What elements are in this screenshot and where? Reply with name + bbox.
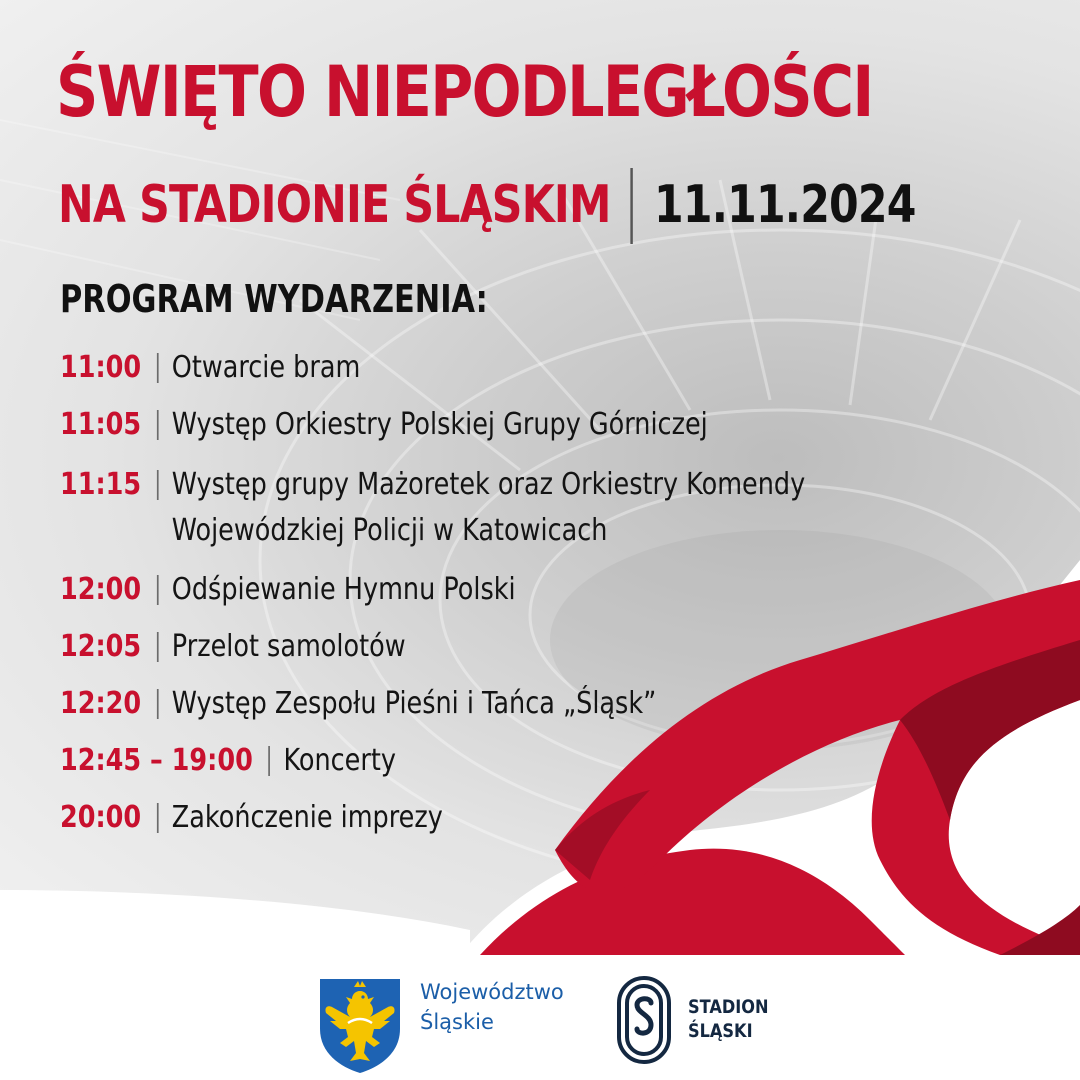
schedule-divider [156, 803, 158, 833]
schedule-time: 12:45 – 19:00 [60, 743, 253, 778]
schedule-time: 11:00 [60, 350, 142, 385]
schedule-event [172, 462, 805, 554]
schedule-divider [156, 353, 158, 383]
footer [0, 955, 1080, 1080]
schedule-divider [156, 689, 158, 719]
region-line1: Województwo [420, 980, 564, 1004]
schedule-time: 12:00 [60, 572, 142, 607]
schedule-event-line2: Wojewódzkiej Policji w Katowicach [171, 513, 608, 548]
schedule-item [60, 567, 516, 613]
schedule-item [60, 795, 443, 841]
region-line2: Śląskie [420, 1010, 494, 1034]
schedule-event: Otwarcie bram [171, 350, 361, 385]
program-heading: PROGRAM WYDARZENIA: [60, 277, 488, 321]
stadion-slaski-logo-icon [616, 975, 672, 1065]
schedule-time: 11:05 [60, 407, 142, 442]
schedule-event: Zakończenie imprezy [171, 800, 443, 835]
venue-text: NA STADIONIE ŚLĄSKIM [58, 175, 611, 236]
schedule-divider [156, 575, 158, 605]
stadium-line1: STADION [688, 996, 769, 1018]
schedule-item [60, 624, 406, 670]
schedule-item [60, 345, 360, 391]
schedule-divider [156, 470, 158, 500]
schedule-event: Występ Orkiestry Polskiej Grupy Górniczej [171, 407, 708, 442]
event-title: ŚWIĘTO NIEPODLEGŁOŚCI [56, 51, 873, 133]
schedule-divider [156, 410, 158, 440]
schedule-time: 12:05 [60, 629, 142, 664]
title-divider [630, 168, 632, 244]
schedule-time: 20:00 [60, 800, 142, 835]
silesia-coat-of-arms-icon [318, 977, 402, 1075]
stadium-line2: ŚLĄSKI [688, 1020, 753, 1042]
stadium-name [688, 995, 769, 1043]
schedule-item [60, 402, 708, 448]
schedule-item [60, 462, 805, 554]
schedule-event: Występ Zespołu Pieśni i Tańca „Śląsk” [171, 686, 657, 721]
schedule-item [60, 681, 656, 727]
event-date: 11.11.2024 [654, 175, 916, 236]
schedule-time: 12:20 [60, 686, 142, 721]
schedule-event: Koncerty [283, 743, 396, 778]
schedule-event-line1: Występ grupy Mażoretek oraz Orkiestry Komendy [171, 467, 806, 502]
schedule-time: 11:15 [60, 467, 142, 502]
schedule-item [60, 738, 396, 784]
schedule-divider [156, 632, 158, 662]
schedule-event: Odśpiewanie Hymnu Polski [171, 572, 516, 607]
schedule-event: Przelot samolotów [171, 629, 406, 664]
region-name [420, 977, 564, 1037]
venue-date-line [58, 168, 916, 244]
schedule-divider [268, 746, 270, 776]
